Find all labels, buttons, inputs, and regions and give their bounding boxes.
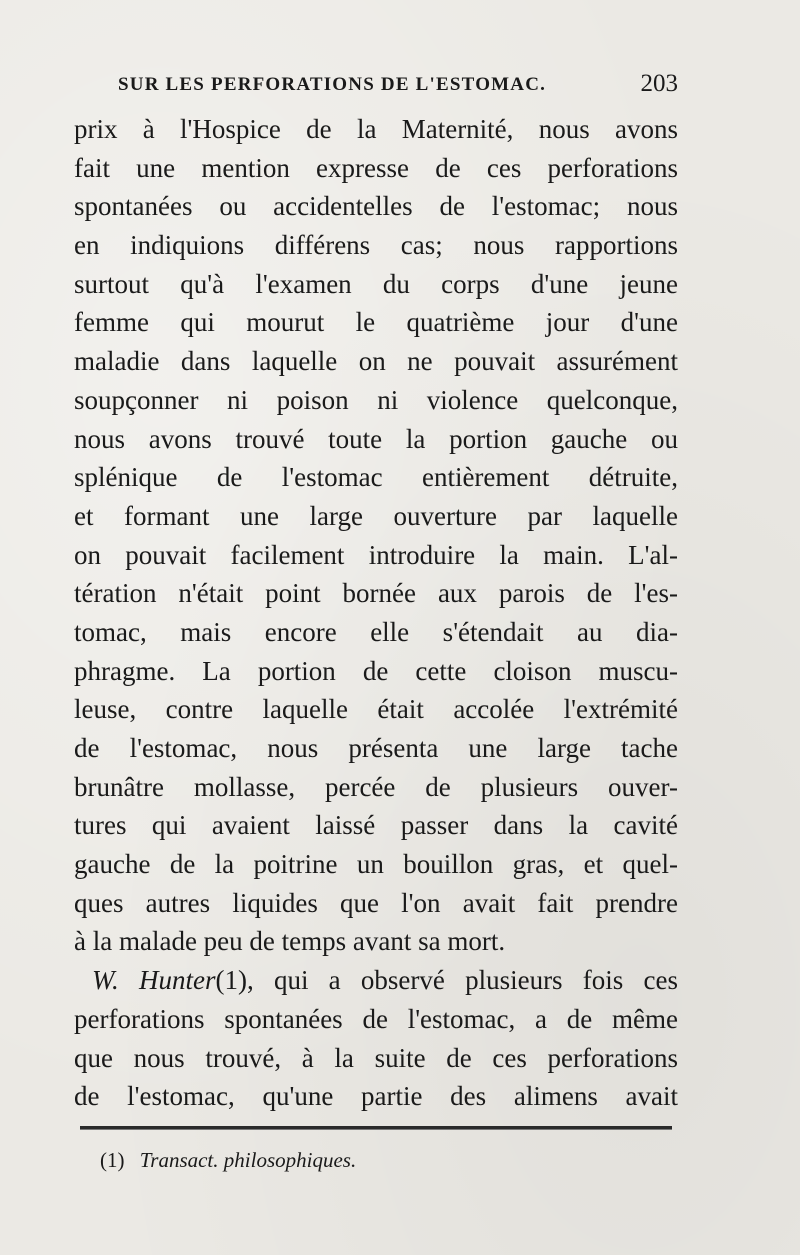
text-line: de l'estomac, qu'une partie des alimens avait [74, 1081, 678, 1112]
footnote [100, 1148, 356, 1173]
text-line: à la malade peu de temps avant sa mort. [74, 926, 506, 957]
author-name: W. Hunter [92, 965, 216, 996]
paragraph-first-line [74, 961, 678, 1000]
text-line: surtout qu'à l'examen du corps d'une jeune [74, 268, 678, 299]
text-line: ques autres liquides que l'on avait fait prendre [74, 887, 678, 918]
text-line: de l'estomac, nous présenta une large tache [74, 733, 678, 763]
text-fragment: , qui a observé plusieurs fois ces [246, 965, 678, 996]
text-line: fait une mention expresse de ces perforations [74, 152, 678, 183]
text-line: on pouvait facilement introduire la main. L'al- [74, 539, 678, 570]
body-text [74, 110, 678, 1116]
running-head-title: SUR LES PERFORATIONS DE L'ESTOMAC. [118, 74, 547, 95]
text-line: phragme. La portion de cette cloison muscu- [74, 655, 678, 686]
text-line: nous avons trouvé toute la portion gauche ou [74, 423, 678, 454]
text-line: et formant une large ouverture par laquelle [74, 500, 678, 531]
text-line: perforations spontanées de l'estomac, a de même [74, 1003, 678, 1034]
running-head [118, 70, 678, 100]
text-line: spontanées ou accidentelles de l'estomac; nous [74, 191, 678, 222]
text-line: femme qui mourut le quatrième jour d'une [74, 307, 678, 338]
text-line: tomac, mais encore elle s'étendait au dia- [74, 616, 678, 647]
text-line: maladie dans laquelle on ne pouvait assurément [74, 346, 678, 377]
text-line: tures qui avaient laissé passer dans la cavité [74, 810, 678, 841]
footnote-rule [80, 1126, 672, 1130]
text-line: leuse, contre laquelle était accolée l'extrémité [74, 694, 678, 725]
text-line: que nous trouvé, à la suite de ces perforations [74, 1042, 678, 1073]
footnote-marker: (1) [100, 1148, 125, 1172]
text-line: splénique de l'estomac entièrement détruite, [74, 462, 678, 493]
footnote-citation: Transact. philosophiques. [139, 1148, 357, 1172]
text-line: brunâtre mollasse, percée de plusieurs ouver- [74, 771, 678, 802]
text-line: gauche de la poitrine un bouillon gras, et quel- [74, 849, 678, 880]
text-line: tération n'était point bornée aux parois de l'es- [74, 578, 678, 609]
text-line: en indiquions différens cas; nous rapportions [74, 230, 678, 261]
text-line: prix à l'Hospice de la Maternité, nous avons [74, 114, 678, 144]
page-number: 203 [640, 70, 678, 97]
footnote-reference: (1) [215, 965, 247, 996]
text-line: soupçonner ni poison ni violence quelconque, [74, 384, 678, 415]
